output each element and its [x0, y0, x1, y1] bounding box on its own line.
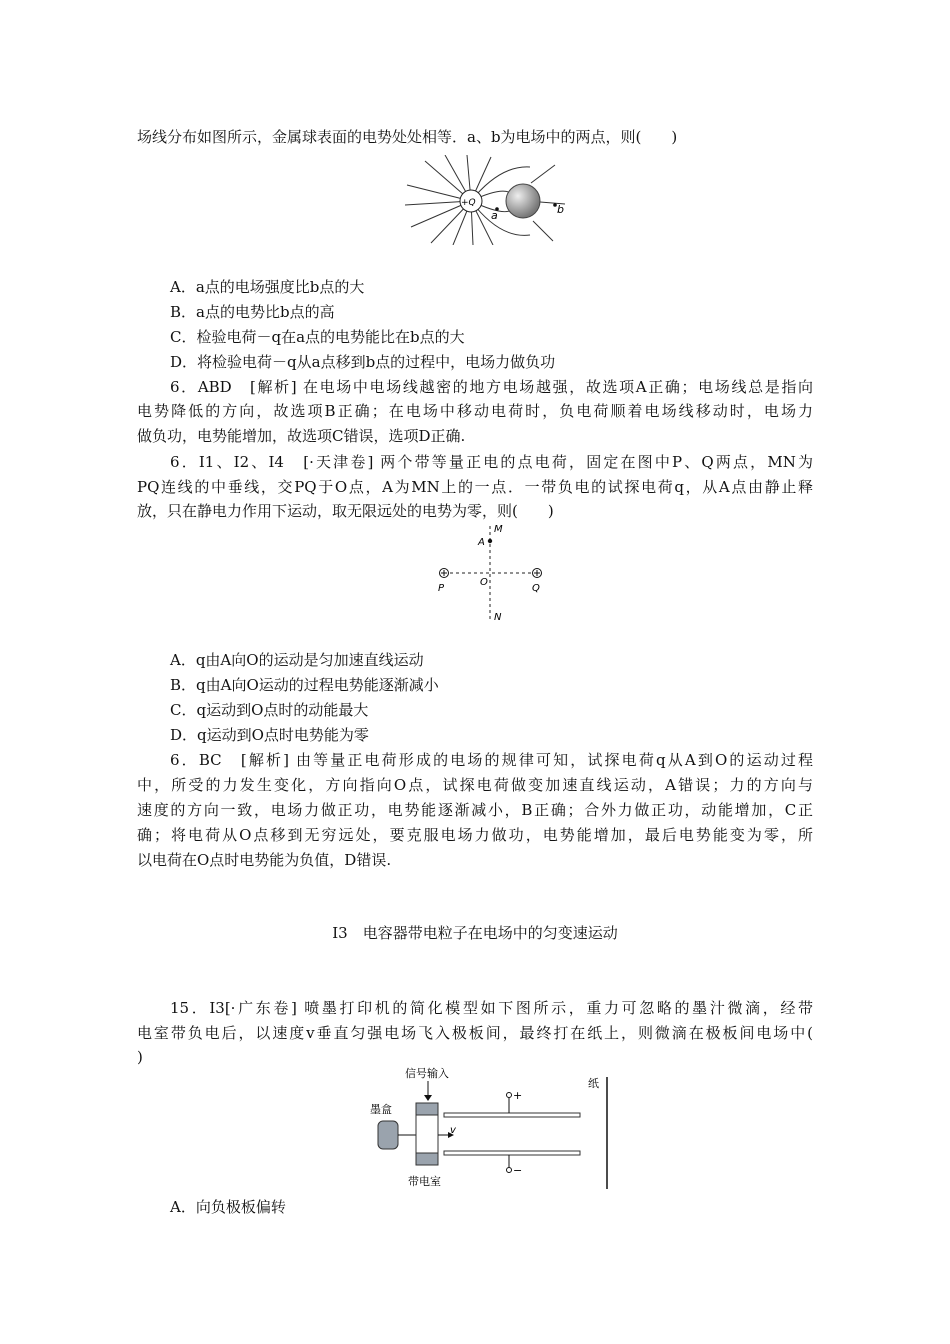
q6-analysis-4: 确；将电荷从O点移到无穷远处，要克服电场力做功，电势能增加，最后电势能变为零，所 [137, 826, 813, 844]
negative-plate [444, 1151, 580, 1155]
q5-option-b: B．a点的电势比b点的高 [170, 303, 335, 321]
velocity-label: v [450, 1125, 456, 1136]
charge-room-label: 带电室 [408, 1175, 441, 1188]
q5-option-c: C．检验电荷－q在a点的电势能比在b点的大 [170, 328, 465, 346]
q6-analysis-2: 中，所受的力发生变化，方向指向O点，试探电荷做变加速直线运动，A错误；力的方向与 [137, 776, 813, 794]
q6-option-c: C．q运动到O点时的动能最大 [170, 701, 369, 719]
positive-plate [444, 1113, 580, 1117]
q6-analysis-3: 速度的方向一致，电场力做正功，电势能逐渐减小，B正确；合外力做正功，动能增加，C正 [137, 801, 813, 819]
q5-option-a: A．a点的电场强度比b点的大 [170, 278, 365, 296]
label-p: P [438, 583, 445, 594]
q5-option-d: D．将检验电荷－q从a点移到b点的过程中，电场力做负功 [170, 353, 556, 371]
q6-stem-1: 6．I1、I2、I4 [·天津卷] 两个带等量正电的点电荷，固定在图中P、Q两点，MN为 [170, 453, 813, 471]
point-b-label: b [557, 203, 564, 216]
q15-option-a: A．向负极板偏转 [170, 1198, 286, 1216]
section-title: I3 电容器带电粒子在电场中的匀变速运动 [332, 924, 618, 942]
q15-stem-2: 电室带负电后，以速度v垂直匀强电场飞入极板间，最终打在纸上，则微滴在极板间电场中( [137, 1024, 813, 1042]
q5-analysis-3: 做负功，电势能增加，故选项C错误，选项D正确. [137, 427, 466, 445]
paper-label: 纸 [588, 1077, 599, 1090]
metal-sphere [506, 184, 540, 218]
q6-analysis-1: 6．BC [解析] 由等量正电荷形成的电场的规律可知，试探电荷q从A到O的运动过程 [170, 751, 813, 769]
plus-q-label: +Q [461, 198, 476, 208]
signal-input-label: 信号输入 [405, 1067, 449, 1080]
q15-inkjet-figure [360, 1063, 620, 1193]
label-o: O [480, 577, 488, 588]
q5-analysis-1: 6．ABD [解析] 在电场中电场线越密的地方电场越强，故选项A正确；电场线总是指向 [170, 378, 813, 396]
q6-option-d: D．q运动到O点时电势能为零 [170, 726, 369, 744]
label-n: N [494, 612, 502, 623]
label-m: M [494, 524, 503, 535]
q6-option-b: B．q由A向O运动的过程电势能逐渐减小 [170, 676, 439, 694]
ink-box-label: 墨盒 [370, 1103, 392, 1116]
q6-stem-2: PQ连线的中垂线，交PQ于O点，A为MN上的一点．一带负电的试探电荷q，从A点由静止释 [137, 478, 813, 496]
point-a-label: a [491, 209, 498, 222]
ink-box [378, 1121, 398, 1149]
q15-stem-3: ) [137, 1048, 143, 1066]
plus-sign: + [513, 1089, 523, 1102]
q6-analysis-5: 以电荷在O点时电势能为负值，D错误. [137, 851, 392, 869]
q15-stem-1: 15．I3[·广东卷] 喷墨打印机的简化模型如下图所示，重力可忽略的墨汁微滴，经带 [170, 999, 813, 1017]
q5-field-figure [405, 155, 590, 245]
minus-sign: − [513, 1164, 523, 1177]
q6-option-a: A．q由A向O的运动是匀加速直线运动 [170, 651, 424, 669]
q6-stem-3: 放，只在静电力作用下运动，取无限远处的电势为零，则( ) [137, 502, 554, 520]
q6-charges-figure [430, 520, 550, 628]
label-a: A [478, 537, 485, 548]
label-q: Q [532, 583, 540, 594]
q5-stem-tail: 场线分布如图所示，金属球表面的电势处处相等．a、b为电场中的两点，则( ) [137, 128, 678, 146]
q5-analysis-2: 电势降低的方向，故选项B正确；在电场中移动电荷时，负电荷顺着电场线移动时，电场力 [137, 402, 813, 420]
